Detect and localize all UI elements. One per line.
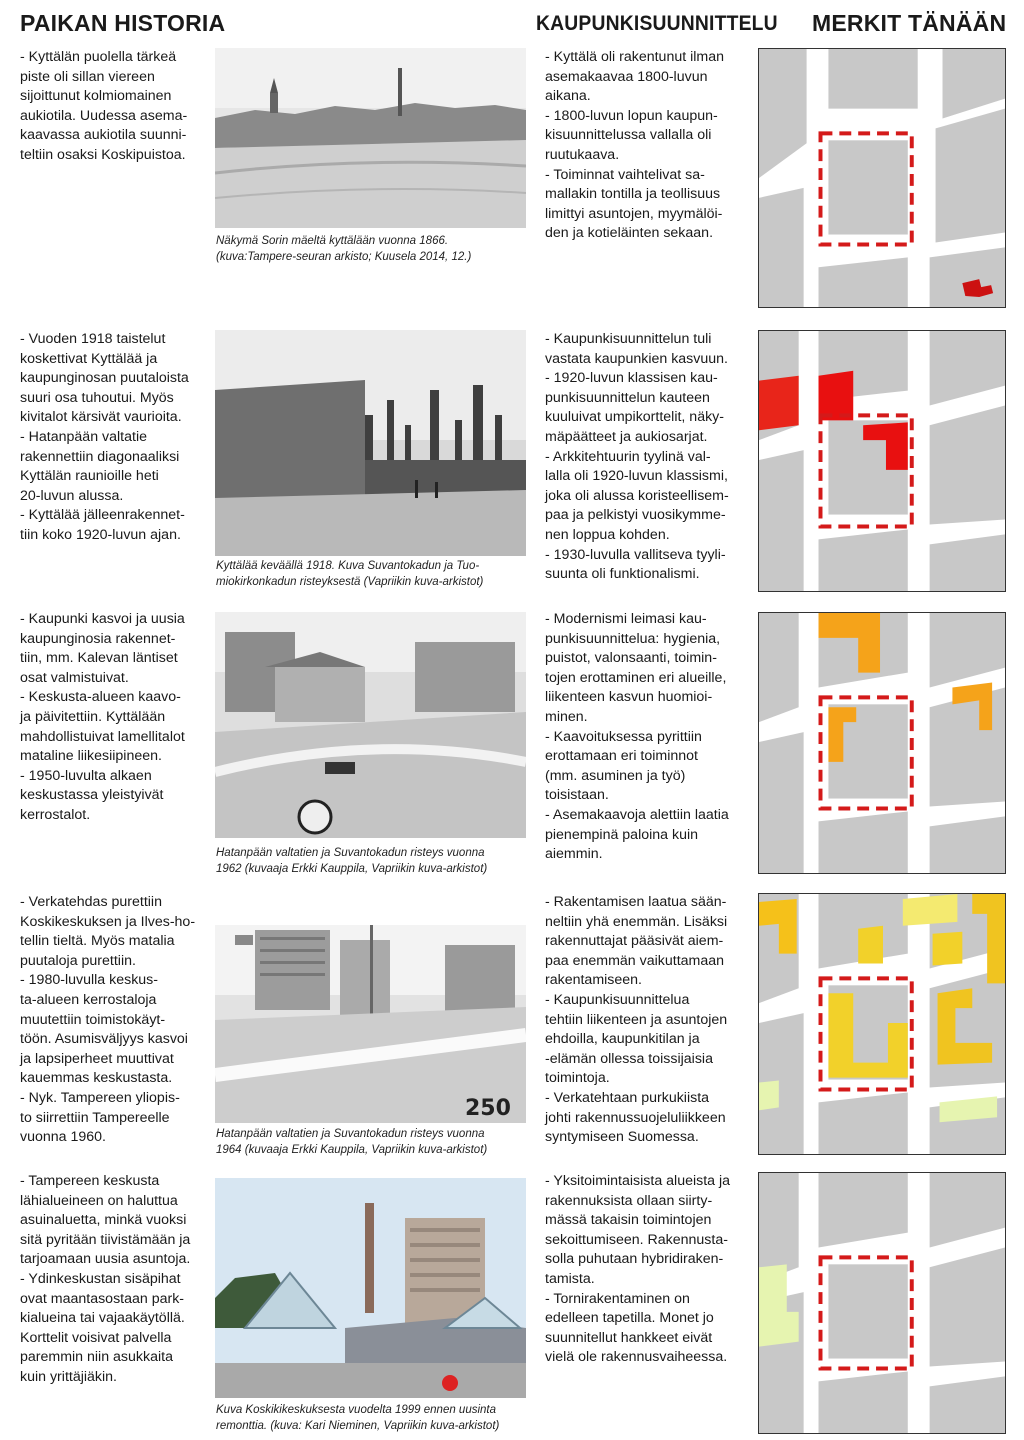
photo-caption: Hatanpään valtatien ja Suvantokadun risteys vuonna 1964 (kuvaaja Erkki Kauppila, Vapriikin kuva-arkistot) (216, 1128, 488, 1156)
history-text-1866: - Kyttälän puolella tärkeä piste oli sillan viereen sijoittunut kolmiomainen aukiotila. Uudessa asema- kaavassa aukiotila suunni- teltiin osaksi Koskipuistoa. (20, 49, 188, 163)
block-map-2 (758, 330, 1006, 592)
history-text-1960s: - Verkatehdas purettiin Koskikeskuksen ja Ilves-ho- tellin tieltä. Myös matalia puutaloja purettiin. - 1980-luvulla keskus- ta-alueen kerrostaloja muutettiin toimistokäyt- töön. Asumisväljyys kasvoi ja lapsiperheet muuttivat kauemmas keskustasta. - Nyk. Tampereen yliopis- to siirrettiin Tampereelle vuonna 1960. (20, 894, 196, 1146)
photo-caption: Näkymä Sorin mäeltä kyttälään vuonna 1866. (kuva:Tampere-seuran arkisto; Kuusela 2014, 12.) (216, 235, 472, 263)
svg-text:250: 250 (465, 1096, 511, 1121)
column-header-history: PAIKAN HISTORIA (20, 10, 226, 36)
column-header-planning: KAUPUNKISUUNNITTELU (536, 12, 778, 35)
photo-koskikeskus-1999 (215, 1178, 526, 1398)
photo-hatanpaa-1964 (215, 925, 526, 1123)
planning-text-regulation: - Rakentamisen laatua sään- neltiin yhä enemmän. Lisäksi rakennuttajat pääsivät aiem- paa enemmän vaikuttamaan rakentamiseen. - Kaupunkisuunnittelua tehtiin liikenteen ja asuntojen ehdoilla, kaupunkitilan ja -elämän ollessa toissijaisia toimintoja. - Verkatehtaan purkukiista johti rakennussuojeluliikkeen syntymiseen Suomessa. (545, 894, 728, 1146)
history-text-1918: - Vuoden 1918 taistelut koskettivat Kyttälää ja kaupunginosan puutaloista suuri osa tuhoutui. Myös kivitalot kärsivät vaurioita. - Hatanpään valtatie rakennettiin diagonaaliksi Kyttälän raunioille heti 20-luvun alussa. - Kyttälää jälleenrakennet- tiin koko 1920-luvun ajan. (20, 331, 189, 543)
photo-caption: Hatanpään valtatien ja Suvantokadun risteys vuonna 1962 (kuvaaja Erkki Kauppila, Vapriikin kuva-arkistot) (216, 847, 488, 875)
photo-caption: Kyttälää keväällä 1918. Kuva Suvantokadun ja Tuo- miokirkonkadun risteyksestä (Vapriikin kuva-arkistot) (216, 560, 484, 588)
planning-text-modernism: - Modernismi leimasi kau- punkisuunnittelua: hygienia, puistot, valonsaanti, toimin- tojen erottaminen eri alueille, liikenteen kasvun huomioi- minen. - Kaavoituksessa pyrittiin erottamaan eri toiminnot (mm. asuminen ja työ) toisistaan. - Asemakaavoja alettiin laatia pienempinä paloina kuin aiemmin. (545, 611, 729, 863)
block-map-4 (758, 893, 1006, 1155)
planning-text-hybrid: - Yksitoimintaisista alueista ja rakennuksista ollaan siirty- mässä takaisin toimintojen sekoittumiseen. Rakennusta- solla puhutaan hybridiraken- tamista. - Tornirakentaminen on edelleen tapetilla. Monet jo suunnitellut hankkeet eivät vielä ole rakennusvaiheessa. (545, 1173, 731, 1366)
history-text-today: - Tampereen keskusta lähialueineen on haluttua asuinaluetta, minkä vuoksi sitä pyritään tiivistämään ja tarjoamaan uusia asuntoja. - Ydinkeskustan sisäpihat ovat maantasostaan park- kialueina tai vajaakäytöllä. Korttelit voisivat palvella paremmin niin asukkaita kuin yrittäjiäkin. (20, 1173, 191, 1385)
photo-caption: Kuva Koskikikeskuksesta vuodelta 1999 ennen uusinta remonttia. (kuva: Kari Nieminen, Vapriikin kuva-arkistot) (216, 1404, 500, 1432)
column-header-today: MERKIT TÄNÄÄN (812, 10, 1007, 36)
photo-kyttala-1918 (215, 330, 526, 556)
photo-hatanpaa-1962 (215, 612, 526, 838)
planning-text-1920s: - Kaupunkisuunnittelun tuli vastata kaupunkien kasvuun. - 1920-luvun klassisen kau- punkisuunnittelun kauteen kuuluivat umpikorttelit, näky- mäpäätteet ja aukiosarjat. - Arkkitehtuurin tyylinä val- lalla oli 1920-luvun klassismi, joka oli alussa koristeellisem- paa ja pelkistyi vuosikymme- nen loppua kohden. - 1930-luvulla vallitseva tyyli- suunta oli funktionalismi. (545, 331, 729, 583)
block-map-3 (758, 612, 1006, 874)
planning-text-1800s: - Kyttälä oli rakentunut ilman asemakaavaa 1800-luvun aikana. - 1800-luvun lopun kaupun- kisuunnittelussa vallalla oli ruutukaava. - Toiminnat vaihtelivat sa- mallakin tontilla ja teollisuus limittyi asuntojen, myymälöi- den ja kotieläinten sekaan. (545, 49, 725, 242)
block-map-5 (758, 1172, 1006, 1434)
photo-kyttala-1866 (215, 48, 526, 228)
history-text-1950s: - Kaupunki kasvoi ja uusia kaupunginosia rakennet- tiin, mm. Kalevan läntiset osat valmistuivat. - Keskusta-alueen kaavo- ja päivitettiin. Kyttälään mahdollistuivat lamellitalot mataline liikesiipineen. - 1950-luvulta alkaen keskustassa yleistyivät kerrostalot. (20, 611, 185, 823)
block-map-1 (758, 48, 1006, 308)
